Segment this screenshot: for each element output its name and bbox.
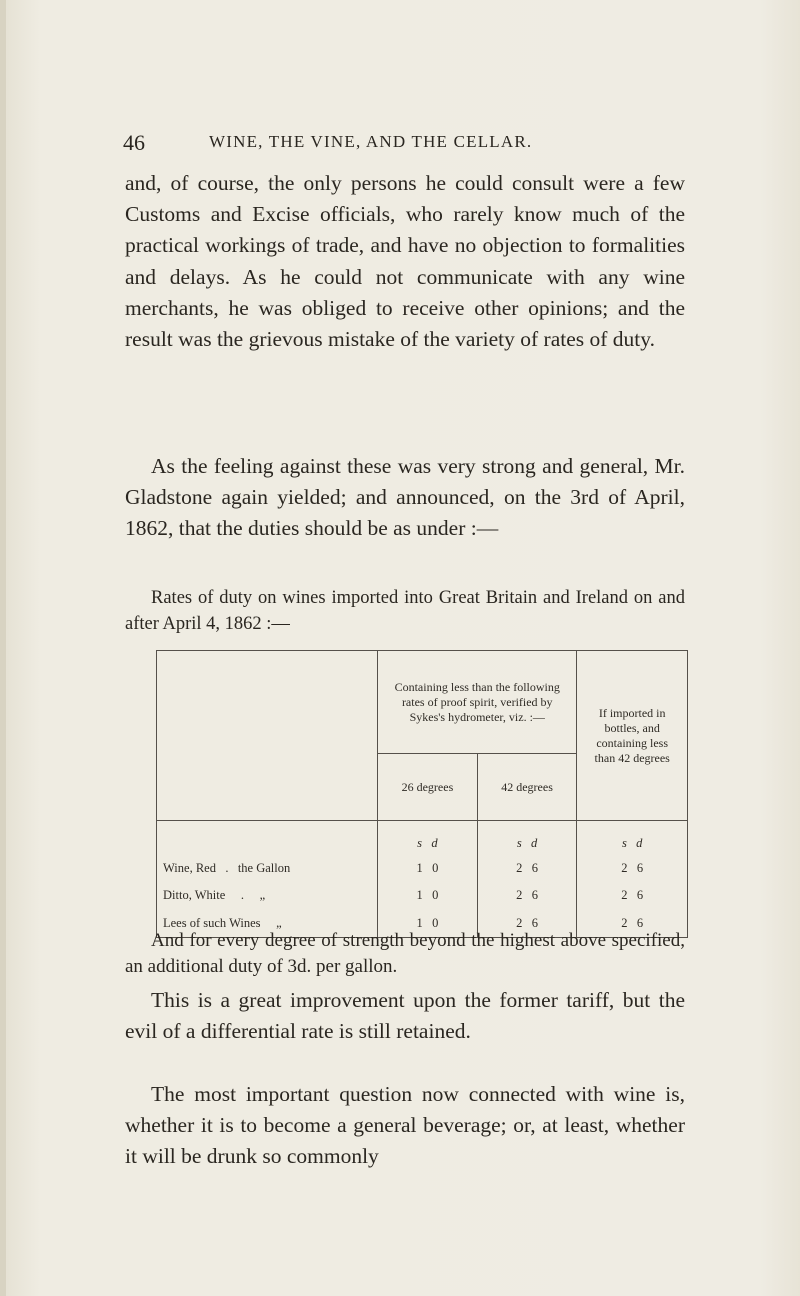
header-26-degrees: 26 degrees — [378, 754, 478, 821]
units-bottles: s d — [577, 821, 688, 856]
cell-26: 1 0 — [378, 855, 478, 882]
table-row-units — [157, 821, 688, 856]
units-label-cell — [157, 821, 378, 856]
paragraph-4: And for every degree of strength beyond the highest above specified, an additional duty of 3d. per gallon. — [125, 930, 685, 977]
cell-42: 2 6 — [477, 882, 577, 909]
paragraph-2: As the feeling against these was very strong and general, Mr. Gladstone again yielded; and announced, on the 3rd of April, 1862, that the duties should be as under :— — [125, 454, 685, 541]
units-42: s d — [477, 821, 577, 856]
page-binding-edge — [0, 0, 6, 1296]
page-number: 46 — [123, 130, 145, 155]
header-42-degrees: 42 degrees — [477, 754, 577, 821]
cell-26: 1 0 — [378, 882, 478, 909]
duty-rates-table — [156, 650, 688, 938]
header-containing: Containing less than the following rates of proof spirit, verified by Sykes's hydrometer, viz. :— — [378, 651, 577, 754]
row-label: Ditto, White . „ — [163, 888, 266, 902]
paragraph-6: The most important question now connected with wine is, whether it is to become a general beverage; or, at least, whether it will be drunk so commonly — [125, 1082, 685, 1169]
cell-bottles: 2 6 — [577, 909, 688, 938]
table-row — [157, 882, 688, 909]
table-row — [157, 855, 688, 882]
running-head: WINE, THE VINE, AND THE CELLAR. — [209, 132, 533, 151]
table-corner-cell — [157, 651, 378, 821]
units-26: s d — [378, 821, 478, 856]
cell-bottles: 2 6 — [577, 855, 688, 882]
cell-26: 1 0 — [378, 909, 478, 938]
paragraph-3: Rates of duty on wines imported into Great Britain and Ireland on and after April 4, 1862 :— — [125, 588, 685, 634]
cell-bottles: 2 6 — [577, 882, 688, 909]
cell-42: 2 6 — [477, 909, 577, 938]
row-label: Wine, Red . the Gallon — [163, 861, 291, 875]
cell-42: 2 6 — [477, 855, 577, 882]
paragraph-1: and, of course, the only persons he could consult were a few Customs and Excise officials, who rarely know much of the practical workings of trade, and have no objection to formalities and delays. As he could not communicate with any wine merchants, he was obliged to receive other opinions; and the result was the grievous mistake of the variety of rates of duty. — [125, 171, 685, 352]
row-label: Lees of such Wines „ — [163, 915, 282, 930]
header-bottles: If imported in bottles, and containing less than 42 degrees — [577, 651, 688, 821]
paragraph-5: This is a great improvement upon the former tariff, but the evil of a differential rate is still retained. — [125, 988, 685, 1044]
